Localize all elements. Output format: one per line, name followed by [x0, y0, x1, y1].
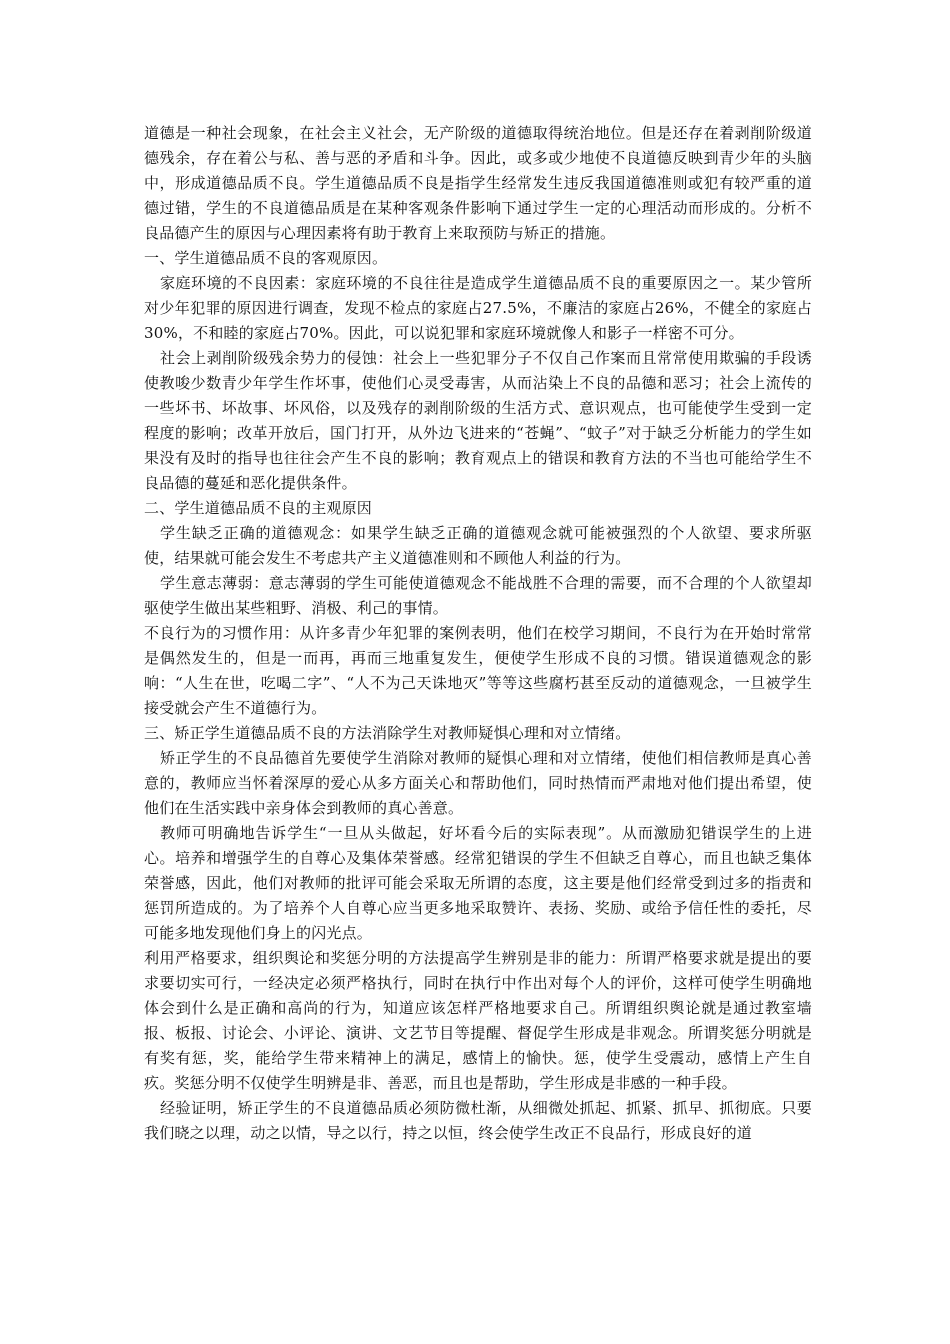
paragraph-strict-requirements: 利用严格要求，组织舆论和奖惩分明的方法提高学生辨别是非的能力：所谓严格要求就是提出的要求要切实可行，一经决定必须严格执行，同时在执行中作出对每个人的评价，这样可使学生明确地体会到什么是正确和高尚的行为，知道应该怎样严格地要求自己。所谓组织舆论就是通过教室墙报、板报、讨论会、小评论、演讲、文艺节目等提醒、督促学生形成是非观念。所谓奖惩分明就是有奖有惩，奖，能给学生带来精神上的满足，感情上的愉快。惩，使学生受震动，感情上产生自疚。奖惩分明不仅使学生明辨是非、善恶，而且也是帮助，学生形成是非感的一种手段。: [144, 949, 812, 1092]
paragraph-social-influence: 社会上剥削阶级残余势力的侵蚀：社会上一些犯罪分子不仅自己作案而且常常使用欺骗的手段诱使教唆少数青少年学生作坏事，使他们心灵受毒害，从而沾染上不良的品德和恶习；社会上流传的一些坏书、坏故事、坏风俗，以及残存的剥削阶级的生活方式、意识观点，也可能使学生受到一定程度的影响；改革开放后，国门打开，从外边飞进来的“苍蝇”、“蚊子”对于缺乏分析能力的学生如果没有及时的指导也往往会产生不良的影响；教育观点上的错误和教育方法的不当也可能给学生不良品德的蔓延和恶化提供条件。: [144, 349, 812, 492]
section-heading-3: 三、矫正学生道德品质不良的方法消除学生对教师疑惧心理和对立情绪。: [144, 724, 631, 742]
paragraph-bad-habits: 不良行为的习惯作用：从许多青少年犯罪的案例表明，他们在校学习期间，不良行为在开始时常常是偶然发生的，但是一而再，再而三地重复发生，便使学生形成不良的习惯。错误道德观念的影响：“人生在世，吃喝二字”、“人不为己天诛地灭”等等这些腐朽甚至反动的道德观念，一旦被学生接受就会产生不道德行为。: [144, 624, 812, 717]
paragraph-weak-will: 学生意志薄弱：意志薄弱的学生可能使道德观念不能战胜不合理的需要，而不合理的个人欲望却驱使学生做出某些粗野、消极、利己的事情。: [144, 574, 812, 617]
paragraph-moral-concepts: 学生缺乏正确的道德观念：如果学生缺乏正确的道德观念就可能被强烈的个人欲望、要求所驱使，结果就可能会发生不考虑共产主义道德准则和不顾他人利益的行为。: [144, 524, 812, 567]
paragraph-eliminate-fear: 矫正学生的不良品德首先要使学生消除对教师的疑惧心理和对立情绪，使他们相信教师是真心善意的，教师应当怀着深厚的爱心从多方面关心和帮助他们，同时热情而严肃地对他们提出希望，使他们在生活实践中亲身体会到教师的真心善意。: [144, 749, 812, 817]
intro-paragraph: 道德是一种社会现象，在社会主义社会，无产阶级的道德取得统治地位。但是还存在着剥削阶级道德残余，存在着公与私、善与恶的矛盾和斗争。因此，或多或少地使不良道德反映到青少年的头脑中，形成道德品质不良。学生道德品质不良是指学生经常发生违反我国道德准则或犯有较严重的道德过错，学生的不良道德品质是在某种客观条件影响下通过学生一定的心理活动而形成的。分析不良品德产生的原因与心理因素将有助于教育上来取预防与矫正的措施。: [144, 124, 812, 242]
paragraph-conclusion: 经验证明，矫正学生的不良道德品质必须防微杜渐，从细微处抓起、抓紧、抓早、抓彻底。只要我们晓之以理，动之以情，导之以行，持之以恒，终会使学生改正不良品行，形成良好的道: [144, 1099, 812, 1142]
paragraph-self-esteem: 教师可明确地告诉学生“一旦从头做起，好坏看今后的实际表现”。从而激励犯错误学生的上进心。培养和增强学生的自尊心及集体荣誉感。经常犯错误的学生不但缺乏自尊心，而且也缺乏集体荣誉感，因此，他们对教师的批评可能会采取无所谓的态度，这主要是他们经常受到过多的指责和惩罚所造成的。为了培养个人自尊心应当更多地采取赞许、表扬、奖励、或给予信任性的委托，尽可能多地发现他们身上的闪光点。: [144, 824, 812, 942]
section-heading-2: 二、学生道德品质不良的主观原因: [144, 499, 373, 517]
paragraph-family-environment: 家庭环境的不良因素：家庭环境的不良往往是造成学生道德品质不良的重要原因之一。某少管所对少年犯罪的原因进行调查，发现不检点的家庭占27.5%，不廉洁的家庭占26%，不健全的家庭占30%，不和睦的家庭占70%。因此，可以说犯罪和家庭环境就像人和影子一样密不可分。: [144, 274, 812, 342]
section-heading-1: 一、学生道德品质不良的客观原因。: [144, 249, 388, 267]
document-body: [144, 121, 812, 1146]
